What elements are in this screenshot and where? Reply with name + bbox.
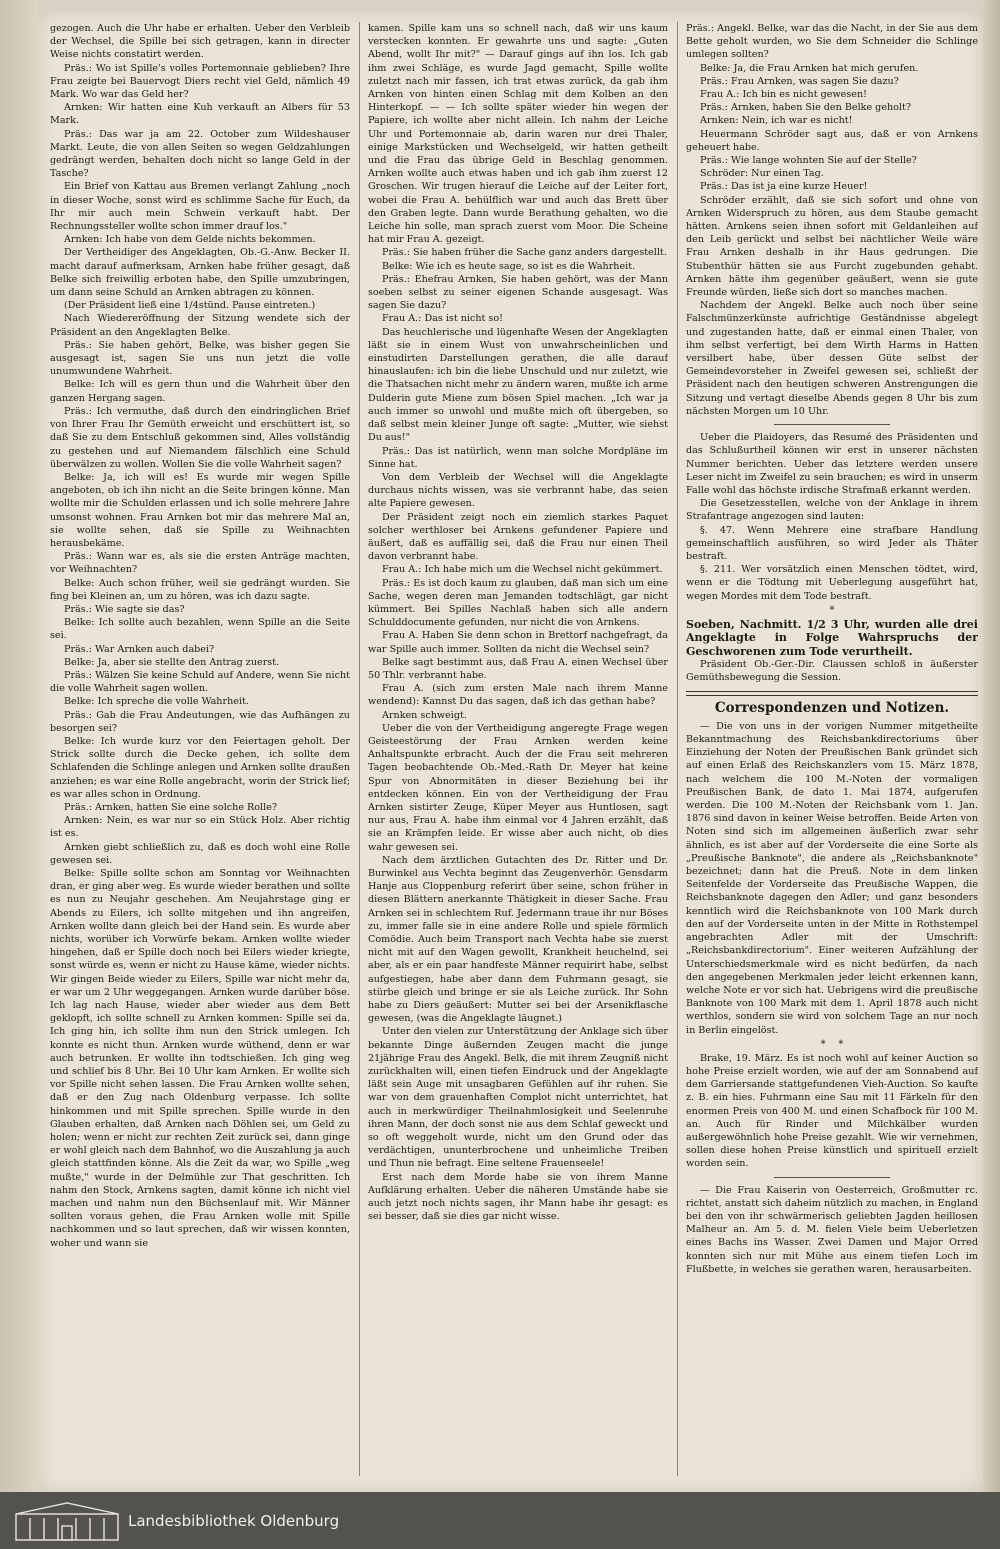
paragraph: Schröder erzählt, daß sie sich sofort und ohne von Arnken Widerspruch zu hören, aus dem Staube gemacht hätten. Arnkens seien ihnen sofort mit Geldanleihen auf den Leib gerückt und selbst bei nächtlicher Weile wäre Frau Arnken deshalb in ihr Haus gedrungen. Die Stubenthür hätten sie aus Furcht zugebunden gehabt. Arnken hätte ihm gegenüber geäußert, wenn sie gute Freunde würden, ließe sich dort so manches machen. — [686, 194, 978, 299]
paragraph: §. 211. Wer vorsätzlich einen Menschen tödtet, wird, wenn er die Tödtung mit Ueberlegung ausgeführt hat, wegen Mordes mit dem Tode bestraft. — [686, 564, 978, 602]
paragraph: Der Vertheidiger des Angeklagten, Ob.-G.-Anw. Becker II. macht darauf aufmerksam, Arnken habe früher gesagt, daß Belke sich freiwillig erboten habe, den Spille umzubringen, um dann seine Schuld an Arnken abtragen zu können. — [50, 247, 350, 299]
paragraph: Belke: Ja, aber sie stellte den Antrag zuerst. — [64, 656, 280, 668]
paragraph: Präs.: Wann war es, als sie die ersten Anträge machten, vor Weihnachten? — [50, 551, 350, 576]
paragraph: Präs.: Arnken, hatten Sie eine solche Rolle? — [64, 801, 278, 813]
column-divider — [359, 22, 360, 1476]
asterisk-separator: * — [829, 604, 835, 616]
paragraph: Präs.: Wälzen Sie keine Schuld auf Andere, wenn Sie nicht die volle Wahrheit sagen wollen. — [50, 669, 350, 695]
paragraph: Belke: Ich wurde kurz vor den Feiertagen geholt. Der Strick sollte durch die Decke gehen, ich sollte dem Schlafenden die Schlinge anlegen und Arnken sollte draußen anziehen; es war eine Rolle angebracht, worin der Strick lief; es war alles schon in Ordnung. — [50, 735, 350, 800]
paragraph: Nach dem ärztlichen Gutachten des Dr. Ritter und Dr. Burwinkel aus Vechta beginnt das Zeugenverhör. Gensdarm Hanje aus Cloppenburg referirt über seine, schon früher in diesen Blättern anerkannte Thätigkeit in dieser Sache. Frau Arnken sei in schlechtem Ruf. Jedermann traue ihr nur Böses zu, immer falle sie in eine andere Rolle und spiele förmlich Comödie. Auch beim Transport nach Vechta habe sie zuerst nicht mit auf den Wagen gewollt, Krankheit heuchelnd, sei aber, als er ein paar handfeste Männer requirirt habe, selbst aufgestiegen, habe aber dann dem Fuhrmann gesagt, sie stürbe gleich und bringe er sie als Leiche zurück. Ihr Sohn habe zu Diers geäußert: Mutter sei bei der Arsenikflasche gewesen, (was die Angeklagte läugnet.) — [368, 854, 668, 1025]
paragraph: Die Gesetzesstellen, welche von der Anklage in ihrem Strafantrage angezogen sind lauten: — [686, 498, 978, 523]
paragraph: Belke: Auch schon früher, weil sie gedrängt wurden. Sie fing bei Kleinen an, um zu hören, was ich dazu sagte. — [50, 577, 350, 602]
paragraph: Präs.: Es ist doch kaum zu glauben, daß man sich um eine Sache, wegen deren man Jemanden todtschlägt, gar nicht kümmert. Bei Spilles Nachlaß haben sich alle andern Schulddocumente gefunden, nur nicht die von Arnkens. — [368, 577, 668, 629]
column-left — [50, 22, 350, 1476]
paragraph: Belke: Ja, ich will es! Es wurde mir wegen Spille angeboten, ob ich ihn nicht an die Seite bringen könne. Man wollte mir die Schulden erlassen und ich solle mehrere Jahre umsonst wohnen. Frau Arnken bot mir das mehrere Mal an, sie wollte sehen, daß sie Spille zu Weihnachten herausbekäme. — [50, 471, 350, 549]
separator-rule — [774, 424, 891, 425]
paragraph: Präs.: Angekl. Belke, war das die Nacht, in der Sie aus dem Bette geholt wurden, wo Sie dem Schneider die Schlinge umlegen sollten? — [686, 23, 978, 61]
paragraph: — Die von uns in der vorigen Nummer mitgetheilte Bekanntmachung des Reichsbankdirectoriums über Einziehung der Noten der Preußischen Bank gründet sich auf einen Erlaß des Reichskanzlers vom 15. März 1878, nach welchem die 100 M.-Noten der vormaligen Preußischen Bank, de dato 1. Mai 1874, aufgerufen werden. Die 100 M.-Noten der Reichsbank vom 1. Jan. 1876 sind davon in keiner Weise betroffen. Beide Arten von Noten sind sich im allgemeinen äußerlich zwar sehr ähnlich, es ist aber auf der Vorderseite die eine Sorte als „Preußische Banknote", die andere als „Reichsbanknote" bezeichnet; dann hat die Preuß. Note in dem linken Seitenfelde der Vorderseite das Preußische Wappen, die Reichsbanknote dagegen den Adler; und ganz besonders kenntlich wird die Reichsbanknote von 100 Mark durch den auf der Vorderseite unten in der Mitte in Rothstempel angebrachten Adler mit der Umschrift: „Reichsbankdirectorium". Einer weiteren Aufzählung der Unterschiedsmerkmale wird es nicht bedürfen, da nach den angegebenen Merkmalen jeder leicht erkennen kann, welche Note er vor sich hat. Uebrigens wird die preußische Banknote von 100 Mark mit dem 1. April 1878 auch nicht werthlos, sondern sie wird von solchem Tage an nur noch in Berlin eingelöst. — [686, 720, 978, 1036]
paragraph: Belke: Wie ich es heute sage, so ist es die Wahrheit. — [382, 260, 636, 272]
paragraph: gezogen. Auch die Uhr habe er erhalten. Ueber den Verbleib der Wechsel, die Spille bei sich getragen, kann in directer Weise nichts constatirt werden. — [50, 23, 350, 61]
asterisk-separator: * * — [820, 1038, 844, 1050]
column-right — [686, 22, 978, 1476]
column-divider — [677, 22, 678, 1476]
paragraph: Präsident Ob.-Ger.-Dir. Claussen schloß in äußerster Gemüthsbewegung die Session. — [686, 659, 978, 684]
paragraph: Ueber die Plaidoyers, das Resumé des Präsidenten und das Schlußurtheil können wir erst in unserer nächsten Nummer berichten. Ueber das letztere werden unsere Leser nicht im Zweifel zu sein brauchen; es wird in unserm Falle wohl das höchste irdische Strafmaß erkannt werden. — [686, 432, 978, 496]
paragraph: Belke: Ich spreche die volle Wahrheit. — [64, 696, 249, 708]
paragraph: Präs.: Sie haben früher die Sache ganz anders dargestellt. — [382, 247, 667, 259]
paragraph: Präs.: Gab die Frau Andeutungen, wie das Aufhängen zu besorgen sei? — [50, 709, 350, 734]
paragraph: Heuermann Schröder sagt aus, daß er von Arnkens geheuert habe. — [686, 128, 978, 153]
library-building-icon — [12, 1500, 122, 1542]
paragraph: §. 47. Wenn Mehrere eine strafbare Handlung gemeinschaftlich ausführen, so wird Jeder als Thäter bestraft. — [686, 524, 978, 562]
paragraph: Belke: Ich will es gern thun und die Wahrheit über den ganzen Hergang sagen. — [50, 379, 350, 404]
paragraph: Präs.: Ehefrau Arnken, Sie haben gehört, was der Mann soeben selbst zu seiner eigenen Schande ausgesagt. Was sagen Sie dazu? — [368, 273, 668, 312]
paragraph: Schröder: Nur einen Tag. — [700, 168, 824, 180]
paragraph: Präs.: Arnken, haben Sie den Belke geholt? — [700, 102, 912, 114]
paragraph: Arnken: Ich habe von dem Gelde nichts bekommen. — [64, 234, 316, 246]
paragraph: Präs.: Wo ist Spille's volles Portemonnaie geblieben? Ihre Frau zeigte bei Bauervogt Diers recht viel Geld, nämlich 49 Mark. Wo war das Geld her? — [50, 62, 350, 101]
paragraph: Nachdem der Angekl. Belke auch noch über seine Falschmünzerkünste aufrichtige Geständnisse abgelegt und zugestanden hatte, daß er einmal einen Thaler, von ihm selbst verfertigt, bei dem Wirth Harms in Hatten versilbert habe, über dessen Güte selbst der Gemeindevorsteher in Zweifel gewesen sei, schließt der Präsident nach den heutigen schweren Anstrengungen die Sitzung und vertagt dieselbe Abends gegen 8 Uhr bis zum nächsten Morgen um 10 Uhr. — [686, 300, 978, 417]
paragraph: Präs.: Ich vermuthe, daß durch den eindringlichen Brief von Ihrer Frau Ihr Gemüth erweicht und erschüttert ist, so daß Sie zu dem Entschluß gekommen sind, Alles vollständig zu gestehen und auf Niemandem fälschlich eine Schuld überwälzen zu wollen. Wollen Sie die volle Wahrheit sagen? — [50, 405, 350, 470]
paragraph: Präs.: Wie lange wohnten Sie auf der Stelle? — [700, 155, 917, 167]
paragraph: Ueber die von der Vertheidigung angeregte Frage wegen Geisteestörung der Frau Arnken werden keine Anhaltspunkte erbracht. Auch der die Frau seit mehreren Tagen beobachtende Ob.-Med.-Rath Dr. Meyer hat keine Spur von Abnormitäten in dieser Beziehung bei ihr entdecken können. Ein von der Vertheidigung der Frau Arnken sistirter Zeuge, Küper Meyer aus Huntlosen, sagt nur aus, Frau A. habe ihm einmal vor 4 Jahren erzählt, daß sie an Krämpfen leide. Er wisse aber auch nicht, ob dies wahr gewesen sei. — [368, 722, 668, 853]
page-right-edge — [983, 0, 1000, 1549]
paragraph: Erst nach dem Morde habe sie von ihrem Manne Aufklärung erhalten. Ueber die näheren Umstände habe sie auch jetzt noch nichts sagen, ihr Mann habe ihr gesagt: es sei besser, daß sie dies gar nicht wisse. — [368, 1171, 668, 1223]
paragraph: — Die Frau Kaiserin von Oesterreich, Großmutter rc. richtet, anstatt sich daheim nützlich zu machen, in England bei den von ihr schwärmerisch geliebten Jagden heillosen Malheur an. Am 5. d. M. fielen Viele beim Ueberletzen eines Bachs ins Wasser. Zwei Damen und Major Orred konnten sich nur mit Mühe aus einem tiefen Loch im Flußbette, in welches sie gerathen waren, herausarbeiten. — [686, 1184, 978, 1275]
section-rule — [686, 691, 978, 696]
paragraph: Präs.: War Arnken auch dabei? — [64, 643, 215, 655]
section-title: Correspondenzen und Notizen. — [714, 699, 950, 716]
paragraph: Frau A.: Das ist nicht so! — [382, 313, 503, 325]
paragraph: Präs.: Sie haben gehört, Belke, was bisher gegen Sie ausgesagt ist, sagen Sie uns nun jetzt die volle unumwundene Wahrheit. — [50, 339, 350, 378]
library-footer-bar — [0, 1492, 1000, 1549]
paragraph: Unter den vielen zur Unterstützung der Anklage sich über bekannte Dinge äußernden Zeugen macht die junge 21jährige Frau des Angekl. Belk, die mit ihrem Zeugniß nicht zurückhalten will, einen tiefen Eindruck und der Angeklagte läßt sein Auge mit unsagbaren Gefühlen auf ihr ruhen. Sie war von dem grauenhaften Complot nicht unterrichtet, hat auch in merkwürdiger Theilnahmlosigkeit und Seelenruhe ihren Mann, der doch sonst nie aus dem Schlaf geweckt und so oft weggeholt wurde, nicht um den Grund oder das verdächtigen, ununterbrochene und unheimliche Treiben und Thun nie befragt. Eine seltene Frauenseele! — [368, 1026, 668, 1170]
paragraph: Belke: Spille sollte schon am Sonntag vor Weihnachten dran, er ging aber weg. Es wurde wieder berathen und sollte es nun zu Neujahr geschehen. Am Neujahrstage ging er Abends zu Eilers, ich sollte mitgehen und ihn angreifen, Arnken wollte dann gleich bei der Hand sein. Es wurde aber nichts, worüber ich Vorwürfe bekam. Arnken wollte wieder hingehen, daß er Spille doch noch bei Eilers wieder kriegte, sonst würde es, wenn er nicht zu Hause käme, wieder nichts. Wir gingen Beide wieder zu Eilers, Spille war nicht mehr da, er war um 2 Uhr weggegangen. Arnken wurde darüber böse. Ich lag nach Hause, wieder aber wieder aus dem Bett geklopft, ich sollte schnell zu Arnken kommen: Spille sei da. Ich ging hin, ich sollte ihm nun den Strick umlegen. Ich konnte es nicht thun. Arnken wurde wüthend, denn er war auch betrunken. Er wollte ihn todtschießen. Ich ging weg und schlief bis 8 Uhr. Bei 10 Uhr kam Arnken. Er wollte sich vor Spille nicht sehen lassen. Die Frau Arnken wollte sehen, daß er den Zug nach Oldenburg verpasse. Ich sollte hinkommen und mit Spille sprechen. Spille wurde in den Glauben erhalten, daß Arnken nach Döhlen sei, um Geld zu holen; wenn er nicht zur rechten Zeit zurück sei, dann ginge er wohl gleich nach dem Bahnhof, wo die Auszahlung ja auch gleich stattfinden könne. Als die Zeit da war, wo Spille „weg mußte," wurde in der Delmühle zur That geschritten. Ich nahm den Stock, Arnkens sagten, damit könne ich nicht viel machen und nahm nun den Büchsenlauf mit. Wir Männer sollten voraus gehen, die Frau Arnken wolle mit Spille nachkommen und so laut sprechen, daß wir wissen konnten, woher und wann sie — [50, 868, 350, 1249]
verdict-notice: Soeben, Nachmitt. 1/2 3 Uhr, wurden alle drei Angeklagte in Folge Wahrspruchs der Geschworenen zum Tode verurtheilt. — [686, 617, 978, 658]
book-binding-edge — [0, 0, 38, 1549]
paragraph: Präs.: Das ist natürlich, wenn man solche Mordpläne im Sinne hat. — [368, 445, 668, 470]
paragraph: Belke: Ich sollte auch bezahlen, wenn Spille an die Seite sei. — [50, 617, 350, 642]
paragraph: Frau A. Haben Sie denn schon in Brettorf nachgefragt, da war Spille auch immer. Sollten da nicht die Wechsel sein? — [368, 630, 668, 655]
paragraph: Belke: Ja, die Frau Arnken hat mich gerufen. — [700, 62, 919, 74]
paragraph: Von dem Verbleib der Wechsel will die Angeklagte durchaus nichts wissen, was sie verbrannt habe, das seien alte Papiere gewesen. — [368, 471, 668, 510]
column-middle — [368, 22, 668, 1476]
paragraph: Arnken: Nein, ich war es nicht! — [700, 115, 853, 127]
paragraph: Präs.: Das war ja am 22. October zum Wildeshauser Markt. Leute, die von allen Seiten so wegen Geldzahlungen gedrängt werden, behalten doch nicht so lange Geld in der Tasche? — [50, 128, 350, 180]
paragraph: Arnken: Nein, es war nur so ein Stück Holz. Aber richtig ist es. — [50, 815, 350, 840]
paragraph: Präs.: Das ist ja eine kurze Heuer! — [700, 181, 868, 193]
paragraph: Arnken giebt schließlich zu, daß es doch wohl eine Rolle gewesen sei. — [50, 841, 350, 866]
paragraph: kamen. Spille kam uns so schnell nach, daß wir uns kaum verstecken konnten. Er gewahrte uns und sagte: „Guten Abend, wollt Ihr mit?" — Darauf gings auf ihn los. Ich gab ihm zwei Schläge, es wurde Jagd gemacht, Spille wollte zuletzt nach mir fassen, ich trat etwas zurück, da gab ihm Arnken von hinten einen Schlag mit dem Kolben an den Hinterkopf. — — Ich sollte später wieder hin wegen der Papiere, ich wollte aber nicht allein. Ich nahm der Leiche Uhr und Portemonnaie ab, darin waren nur drei Thaler, einige Markstücken und Wechselgeld, wir hatten getheilt und die Frau das übrige Geld in Beschlag genommen. Arnken wollte auch etwas haben und ich gab ihm zuerst 12 Groschen. Wir trugen hierauf die Leiche auf der Leiter fort, wobei die Frau A. behülflich war und auch das Brett über den Graben legte. Dann wurde Berathung gehalten, wo die Leiche hin solle, man sprach zuerst vom Moor. Die Scheine hat mir Frau A. gezeigt. — [368, 23, 668, 246]
paragraph: Brake, 19. März. Es ist noch wohl auf keiner Auction so hohe Preise erzielt worden, wie auf der am Sonnabend auf dem Garriersande stattgefundenen Vieh-Auction. So kaufte z. B. ein hies. Fuhrmann eine Sau mit 11 Färkeln für den enormen Preis von 400 M. und einen Schafbock für 100 M. an. Auch für Rinder und Milchkälber wurden außergewöhnlich hohe Preise gezahlt. Wie wir vernehmen, sollen diese hohen Preise künstlich und spirituell erzielt worden sein. — [686, 1052, 978, 1170]
library-name: Landesbibliothek Oldenburg — [128, 1511, 340, 1530]
paragraph: Frau A. (sich zum ersten Male nach ihrem Manne wendend): Kannst Du das sagen, daß ich das gethan habe? — [368, 683, 668, 708]
paragraph: Präs.: Frau Arnken, was sagen Sie dazu? — [700, 75, 899, 87]
paragraph: Nach Wiedereröffnung der Sitzung wendete sich der Präsident an den Angeklagten Belke. — [50, 313, 350, 338]
paragraph: Arnken: Wir hatten eine Kuh verkauft an Albers für 53 Mark. — [50, 102, 350, 127]
paragraph: Arnken schweigt. — [382, 709, 467, 721]
paragraph: Ein Brief von Kattau aus Bremen verlangt Zahlung „noch in dieser Woche, sonst wird es schlimme Sache für Euch, da Ihr mir auch mein Schwein verkauft habt. Der Rechnungssteller wollte schon immer drauf los." — [50, 181, 350, 233]
paragraph: Frau A.: Ich habe mich um die Wechsel nicht gekümmert. — [382, 564, 663, 576]
paragraph: Frau A.: Ich bin es nicht gewesen! — [700, 89, 867, 101]
newspaper-page — [38, 12, 983, 1492]
paragraph: Belke sagt bestimmt aus, daß Frau A. einen Wechsel über 50 Thlr. verbrannt habe. — [368, 656, 668, 681]
paragraph: Das heuchlerische und lügenhafte Wesen der Angeklagten läßt sie in einem Wust von unwahrscheinlichen und einstudirten Darstellungen gerathen, die alle darauf hinauslaufen: ich bin die liebe Unschuld und nur zuletzt, wie die Thatsachen nicht mehr zu ändern waren, mußte ich arme Dulderin gute Miene zum bösen Spiel machen. „Ich war ja auch immer so unwohl und mußte mich oft übergeben, so daß selbst mein kleiner Junge oft sagte: „Mutter, wie siehst Du aus!" — [368, 326, 668, 444]
separator-rule — [774, 1177, 891, 1178]
paragraph: (Der Präsident ließ eine 1/4stünd. Pause eintreten.) — [64, 300, 316, 312]
paragraph: Der Präsident zeigt noch ein ziemlich starkes Paquet solcher werthloser bei Arnkens gefundener Papiere und äußert, daß es auffällig sei, daß die Frau nur einen Theil davon verbrannt habe. — [368, 511, 668, 563]
paragraph: Präs.: Wie sagte sie das? — [64, 603, 185, 615]
